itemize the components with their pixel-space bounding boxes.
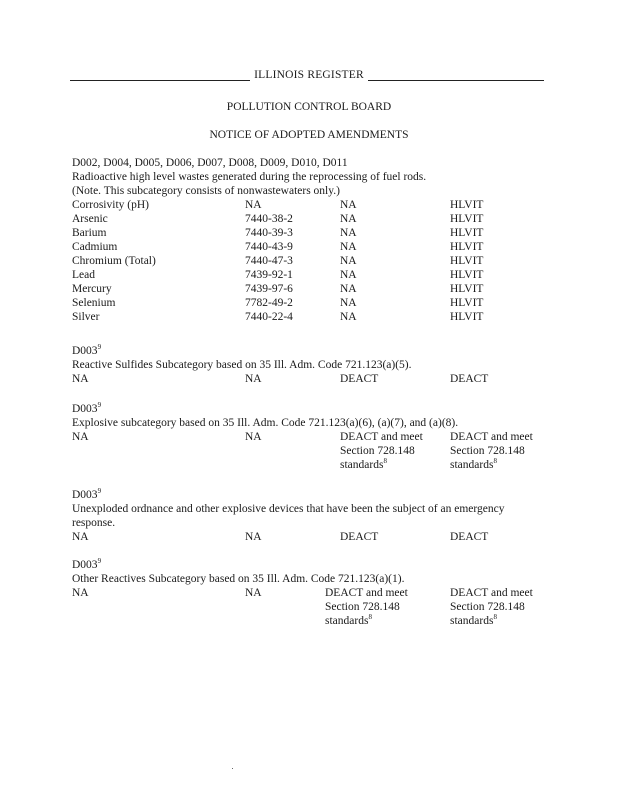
cell: DEACT xyxy=(450,531,489,543)
table-row xyxy=(72,268,552,282)
cell: NA xyxy=(245,531,262,543)
section-note: (Note. This subcategory consists of nonwastewaters only.) xyxy=(72,185,340,197)
waste-code-text: D003 xyxy=(72,559,98,571)
cell-line: DEACT and meet xyxy=(450,587,533,599)
cell-line-text: standards xyxy=(450,615,494,627)
cas-number: 7440-47-3 xyxy=(245,255,293,267)
footnote-marker: 8 xyxy=(493,457,497,466)
nonwastewater-standard: HLVIT xyxy=(450,227,484,239)
nonwastewater-standard: HLVIT xyxy=(450,199,484,211)
section-radioactive xyxy=(72,156,552,324)
cas-number: 7440-43-9 xyxy=(245,241,293,253)
cell: NA xyxy=(245,373,262,385)
wastewater-standard: NA xyxy=(340,255,357,267)
cell-line: DEACT and meet xyxy=(325,587,408,599)
table-row xyxy=(72,282,552,296)
wastewater-standard: NA xyxy=(340,297,357,309)
nonwastewater-standard: HLVIT xyxy=(450,311,484,323)
footnote-marker: 8 xyxy=(383,457,387,466)
cell-line-text: standards xyxy=(340,459,384,471)
footnote-marker: 9 xyxy=(97,401,102,410)
cell-line: Section 728.148 xyxy=(450,601,525,613)
cell: DEACT xyxy=(340,531,379,543)
table-row xyxy=(72,310,552,324)
footnote-marker: 9 xyxy=(97,557,102,566)
cell-line: Section 728.148 xyxy=(340,445,415,457)
wastewater-standard: NA xyxy=(340,241,357,253)
table-row xyxy=(72,198,552,212)
cell: NA xyxy=(72,587,89,599)
table-row xyxy=(72,372,552,386)
table-row xyxy=(72,212,552,226)
footnote-marker: 9 xyxy=(97,487,102,496)
cell: DEACT xyxy=(450,373,489,385)
waste-code xyxy=(72,402,552,416)
constituent-table xyxy=(72,198,552,324)
cell-multiline xyxy=(450,586,533,628)
cell-line xyxy=(340,458,423,472)
cas-number: 7440-38-2 xyxy=(245,213,293,225)
footnote-marker: 8 xyxy=(368,613,372,622)
waste-code xyxy=(72,558,552,572)
section-description: Other Reactives Subcategory based on 35 Ill. Adm. Code 721.123(a)(1). xyxy=(72,573,405,585)
section-explosive xyxy=(72,402,552,472)
cell-line xyxy=(325,614,408,628)
cas-number: 7440-22-4 xyxy=(245,311,293,323)
nonwastewater-standard: HLVIT xyxy=(450,241,484,253)
cell-line xyxy=(450,458,533,472)
nonwastewater-standard: HLVIT xyxy=(450,269,484,281)
cell-line: Section 728.148 xyxy=(450,445,525,457)
cas-number: 7782-49-2 xyxy=(245,297,293,309)
cell-line-text: standards xyxy=(450,459,494,471)
cell: DEACT xyxy=(340,373,379,385)
cell: NA xyxy=(72,431,89,443)
section-description: Radioactive high level wastes generated during the reprocessing of fuel rods. xyxy=(72,171,427,183)
cell: NA xyxy=(72,531,89,543)
cell-line: Section 728.148 xyxy=(325,601,400,613)
table-row xyxy=(72,430,552,472)
cas-number: 7439-97-6 xyxy=(245,283,293,295)
wastewater-standard: NA xyxy=(340,269,357,281)
constituent-name: Arsenic xyxy=(72,213,108,225)
constituent-name: Selenium xyxy=(72,297,116,309)
nonwastewater-standard: HLVIT xyxy=(450,255,484,267)
section-unexploded-ordnance xyxy=(72,488,552,544)
nonwastewater-standard: HLVIT xyxy=(450,297,484,309)
cell-multiline xyxy=(450,430,533,472)
waste-codes: D002, D004, D005, D006, D007, D008, D009, D010, D011 xyxy=(72,157,348,169)
wastewater-standard: NA xyxy=(340,199,357,211)
notice-title: NOTICE OF ADOPTED AMENDMENTS xyxy=(209,129,409,141)
constituent-name: Lead xyxy=(72,269,95,281)
cell-line: DEACT and meet xyxy=(450,431,533,443)
waste-code-text: D003 xyxy=(72,345,98,357)
cell: NA xyxy=(245,431,262,443)
cell-multiline xyxy=(340,430,423,472)
waste-code xyxy=(72,344,552,358)
cell-multiline xyxy=(325,586,408,628)
constituent-name: Mercury xyxy=(72,283,112,295)
cas-number: NA xyxy=(245,199,262,211)
board-title: POLLUTION CONTROL BOARD xyxy=(226,101,392,113)
cell: NA xyxy=(72,373,89,385)
table-row xyxy=(72,254,552,268)
wastewater-standard: NA xyxy=(340,311,357,323)
constituent-name: Silver xyxy=(72,311,100,323)
cell: NA xyxy=(245,587,262,599)
constituent-name: Corrosivity (pH) xyxy=(72,199,149,211)
wastewater-standard: NA xyxy=(340,283,357,295)
table-row xyxy=(72,530,552,544)
nonwastewater-standard: HLVIT xyxy=(450,283,484,295)
nonwastewater-standard: HLVIT xyxy=(450,213,484,225)
footnote-marker: 9 xyxy=(97,343,102,352)
scan-speck xyxy=(232,768,233,769)
constituent-name: Barium xyxy=(72,227,107,239)
table-row xyxy=(72,586,552,628)
cas-number: 7439-92-1 xyxy=(245,269,293,281)
waste-code xyxy=(72,488,552,502)
table-row xyxy=(72,296,552,310)
footnote-marker: 8 xyxy=(493,613,497,622)
waste-code-text: D003 xyxy=(72,489,98,501)
section-other-reactives xyxy=(72,558,552,628)
section-reactive-sulfides xyxy=(72,344,552,386)
section-description-cont: response. xyxy=(72,517,116,529)
cell-line xyxy=(450,614,533,628)
cas-number: 7440-39-3 xyxy=(245,227,293,239)
wastewater-standard: NA xyxy=(340,213,357,225)
register-title-text: ILLINOIS REGISTER xyxy=(250,69,368,81)
register-title xyxy=(0,68,618,82)
table-row xyxy=(72,240,552,254)
section-description: Explosive subcategory based on 35 Ill. Adm. Code 721.123(a)(6), (a)(7), and (a)(8). xyxy=(72,417,459,429)
table-row xyxy=(72,226,552,240)
waste-code-text: D003 xyxy=(72,403,98,415)
cell-line-text: standards xyxy=(325,615,369,627)
constituent-name: Cadmium xyxy=(72,241,118,253)
section-description: Reactive Sulfides Subcategory based on 35 Ill. Adm. Code 721.123(a)(5). xyxy=(72,359,412,371)
section-description: Unexploded ordnance and other explosive devices that have been the subject of an emergency xyxy=(72,503,505,515)
wastewater-standard: NA xyxy=(340,227,357,239)
constituent-name: Chromium (Total) xyxy=(72,255,156,267)
cell-line: DEACT and meet xyxy=(340,431,423,443)
